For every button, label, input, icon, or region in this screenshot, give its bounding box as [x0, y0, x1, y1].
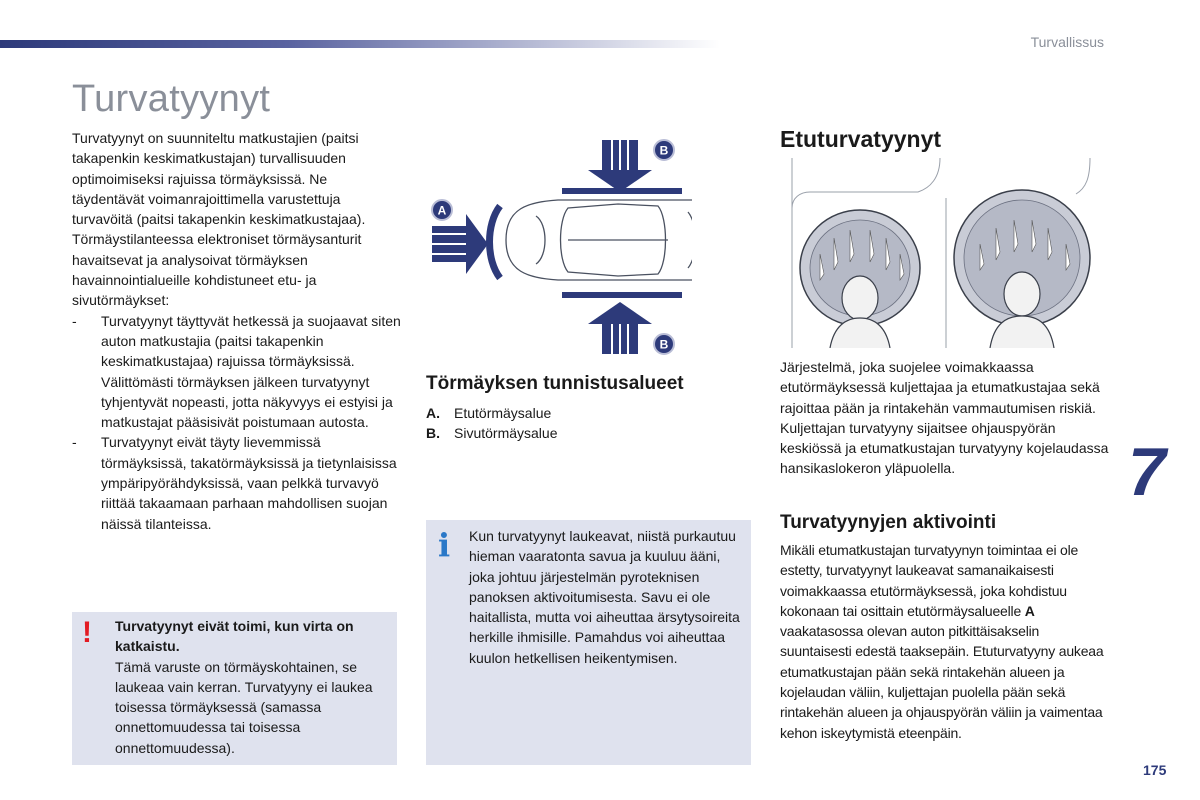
bullet-dash: -	[72, 312, 77, 329]
bullet-item	[72, 311, 402, 433]
driver-airbag	[800, 210, 920, 348]
zone-item	[426, 403, 558, 423]
section-title: Turvallissus	[1030, 34, 1104, 50]
front-airbags-heading: Etuturvatyynyt	[780, 126, 942, 152]
svg-text:B: B	[659, 143, 669, 158]
zone-item	[426, 423, 558, 443]
svg-text:B: B	[659, 337, 669, 352]
zones-heading: Törmäyksen tunnistusalueet	[426, 373, 684, 394]
bullet-item	[72, 432, 402, 533]
activation-zone-ref: A	[1024, 602, 1035, 619]
warning-icon: !	[82, 616, 92, 649]
chapter-number: 7	[1128, 434, 1166, 510]
activation-text-after: vaakatasossa olevan auton pitkittäisakselin suuntaisesti edestä taaksepäin. Etuturvatyyny aukeaa etumatkustajan pään sekä rintakehän alueen ja kojelaudan väliin, kuljettajan puolella pään sekä rintakehän alueen ja ohjauspyörän väliin ja vaimentaa kehon iskeytymistä eteenpäin.	[780, 623, 1104, 741]
info-box	[426, 520, 751, 765]
page-title: Turvatyynyt	[72, 78, 271, 120]
zone-key: A.	[426, 405, 440, 421]
activation-text	[780, 540, 1110, 743]
front-zone-arc	[490, 206, 501, 278]
page-number: 175	[1143, 762, 1167, 778]
zones-legend	[426, 403, 558, 444]
warning-body: Tämä varuste on törmäyskohtainen, se laukeaa vain kerran. Turvatyyny ei laukea toisessa törmäyksessä (samassa onnettomuudessa tai toisessa onnettomuudessa).	[115, 658, 373, 756]
warning-bold: Turvatyynyt eivät toimi, kun virta on katkaistu.	[115, 618, 354, 655]
airbag-illustration	[790, 158, 1100, 348]
label-b-top-badge	[654, 140, 674, 160]
label-b-bottom-badge	[654, 334, 674, 354]
header-gradient-bar	[0, 40, 720, 48]
zone-label: Etutörmäysalue	[454, 405, 552, 421]
arrow-side-top	[588, 140, 652, 192]
activation-text-before: Mikäli etumatkustajan turvatyynyn toimintaa ei ole estetty, turvatyynyt laukeavat samanaikaisesti voimakkaassa etutörmäyksessä, joka kohdistuu kokonaan tai osittain etutörmäysalueelle	[780, 542, 1079, 619]
car-top-view	[506, 200, 692, 280]
arrow-front	[432, 214, 488, 274]
warning-box	[72, 612, 397, 765]
passenger-airbag	[954, 190, 1090, 348]
side-zone-bottom	[562, 292, 682, 298]
bullet-text: Turvatyynyt täyttyvät hetkessä ja suojaavat siten auton matkustajia (paitsi takapenkin keskimatkustajaa) rajuissa törmäyksissä. Välittömästi törmäyksen jälkeen turvatyynyt tyhjentyvät nopeasti, jotta näkyvyys ei estyisi ja matkustajat pääsisivät poistumaan autosta.	[101, 312, 401, 431]
arrow-side-bottom	[588, 302, 652, 354]
warning-text	[115, 616, 390, 758]
bullet-dash: -	[72, 434, 77, 451]
activation-heading: Turvatyynyjen aktivointi	[780, 512, 997, 533]
info-text: Kun turvatyynyt laukeavat, niistä purkautuu hieman vaaratonta savua ja kuuluu ääni, joka johtuu järjestelmän pyroteknisen panoksen aktivoitumisesta. Savu ei ole haitallista, mutta voi aiheuttaa ärsytysoireita herkille ihmisille. Pamahdus voi aiheuttaa kuulon hetkellisen heikentymisen.	[469, 528, 740, 666]
info-icon: i	[438, 526, 451, 564]
intro-section	[72, 128, 402, 534]
crash-zones-diagram	[422, 128, 692, 368]
bullet-text: Turvatyynyt eivät täyty lievemmissä törmäyksissä, takatörmäyksissä ja tietynlaisissa ympäripyörähdyksissä, vaan pelkkä turvavyö riittää takaamaan parhaan mahdollisen suojan näissä tilanteissa.	[101, 434, 397, 532]
svg-text:A: A	[437, 203, 447, 218]
zone-key: B.	[426, 425, 440, 442]
intro-paragraph: Turvatyynyt on suunniteltu matkustajien (paitsi takapenkin keskimatkustajan) turvallisuuden optimoimiseksi rajuissa törmäyksissä. Ne täydentävät voimanrajoittimella varustettuja turvavöitä (paitsi takapenkin keskimatkustajaa). Törmäystilanteessa elektroniset törmäysanturit havaitsevat ja analysoivat törmäyksen havainnointialueille kohdistuneet etu- ja sivutörmäykset:	[72, 130, 366, 309]
zone-label: Sivutörmäysalue	[454, 425, 558, 442]
front-airbags-text: Järjestelmä, joka suojelee voimakkaassa etutörmäyksessä kuljettajaa ja etumatkustajaa sekä rajoittaa pään ja rintakehän vammautumisen riskiä. Kuljettajan turvatyyny sijaitsee ohjauspyörän keskiössä ja etumatkustajan turvatyyny kojelaudassa hansikaslokeron yläpuolella.	[780, 359, 1109, 477]
label-a-badge	[432, 200, 452, 220]
